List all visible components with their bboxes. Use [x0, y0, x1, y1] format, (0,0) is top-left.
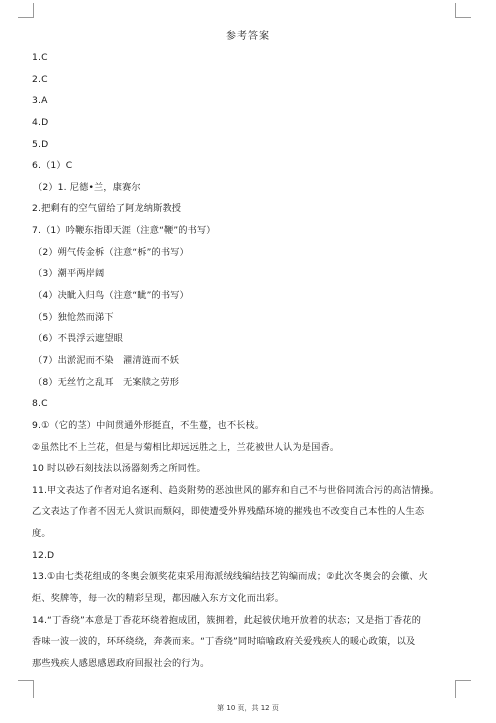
crop-mark-top-right-vertical [455, 3, 456, 18]
answer-line: （7）出淤泥而不染 濯清涟而不妖 [33, 354, 180, 366]
answer-line: 炬、奖牌等，每一次的精彩呈现，都因融入东方文化而出彩。 [32, 593, 285, 605]
crop-mark-bottom-left-vertical [33, 680, 34, 698]
answer-line: 4.D [32, 116, 49, 128]
answer-line: （5）独怆然而涕下 [33, 311, 114, 323]
answer-line: 3.A [32, 95, 48, 107]
answer-line: 10 时以砂石刻技法以汤器刻秀之所同性。 [32, 463, 206, 475]
answer-line: 6.（1）C [32, 160, 73, 172]
answer-line: 那些残疾人感恩感恩政府回报社会的行为。 [32, 657, 210, 669]
answer-line: （2）1. 尼德•兰，康赛尔 [33, 181, 141, 193]
page-title: 参考答案 [226, 31, 270, 42]
answer-line: 12.D [32, 549, 55, 561]
answer-line: 2.把剩有的空气留给了阿龙纳斯教授 [32, 203, 182, 215]
answer-line: 1.C [32, 52, 48, 63]
answer-line: 5.D [32, 138, 49, 150]
answer-line: 7.（1）吟鞭东指即天涯（注意“鞭”的书写） [32, 225, 216, 237]
crop-mark-top-left-vertical [33, 3, 34, 18]
answer-line: （6）不畏浮云遮望眼 [33, 333, 124, 345]
crop-mark-bottom-left-horizontal [18, 680, 34, 681]
answer-line: 14.“丁香绕”本意是丁香花环绕着抱成团，簇拥着，此起彼伏地开放着的状态；又是指丁香花的 [32, 614, 422, 626]
answer-line: （3）潮平两岸阔 [33, 268, 105, 280]
answer-line: 11.甲文表达了作者对追名逐利、趋炎附势的恶浊世风的鄙弃和自己不与世俗同流合污的高洁情操。 [32, 484, 440, 496]
answer-line: 乙文表达了作者不因无人赏识而颓闷，即使遭受外界残酷环境的摧残也不改变自己本性的人生态 [32, 506, 425, 518]
crop-mark-top-left-horizontal [18, 17, 34, 18]
answer-line: 8.C [32, 398, 48, 410]
crop-mark-bottom-right-vertical [455, 680, 456, 698]
answer-line: （4）决眦入归鸟（注意“眦”的书写） [33, 290, 189, 302]
answer-line: 香味一波一波的，环环绕绕，奔袭而来。“丁香绕”同时暗喻政府关爱残疾人的暖心政策，以及 [32, 636, 416, 648]
answer-line: 2.C [32, 73, 48, 85]
answer-line: （8）无丝竹之乱耳 无案牍之劳形 [33, 376, 180, 388]
answer-line: ②虽然比不上兰花，但是与菊相比却远远胜之上，兰花被世人认为是国香。 [32, 441, 340, 453]
answer-line: 度。 [32, 528, 51, 540]
answer-line: 13.①由七类花组成的冬奥会颁奖花束采用海派绒线编结技艺钩编而成；②此次冬奥会的会徽、火 [32, 571, 428, 583]
answer-body [32, 47, 472, 675]
crop-mark-top-right-horizontal [455, 17, 471, 18]
answer-line: （2）朔气传金柝（注意“柝”的书写） [33, 246, 189, 258]
page-number: 第 10 页，共 12 页 [217, 704, 279, 712]
answer-line: 9.①（它的茎）中间贯通外形挺直，不生蔓，也不长枝。 [32, 419, 265, 431]
crop-mark-bottom-right-horizontal [455, 680, 471, 681]
